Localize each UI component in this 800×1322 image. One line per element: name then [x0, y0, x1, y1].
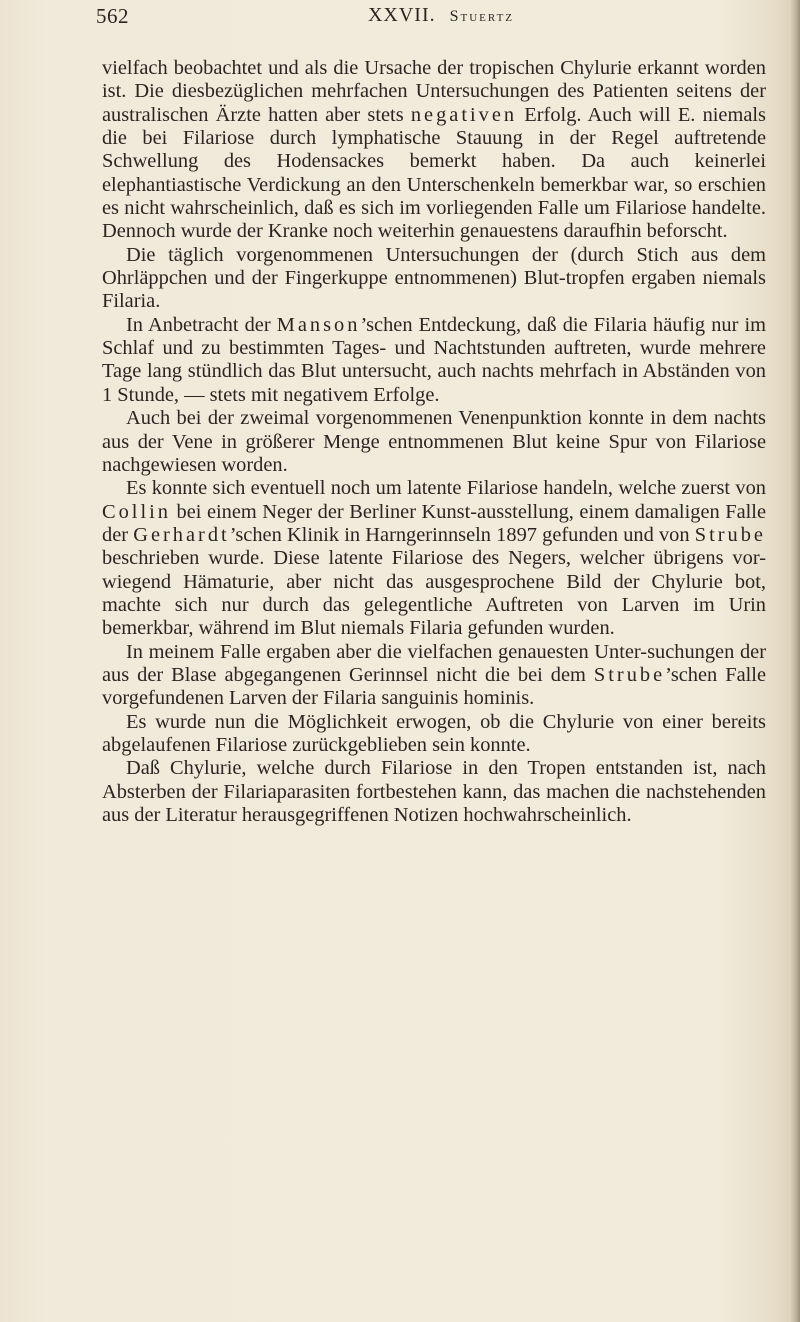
paragraph: [102, 641, 766, 711]
text-segment: ’schen Entdeckung, daß die Filaria häufig nur im Schlaf und zu bestimmten Tages- und Nachtstunden auftreten, wurde mehrere Tage lang stündlich das Blut untersucht, auch nachts mehrfach in Abständen von 1 Stunde, — stets mit negativem Erfolge.: [102, 313, 766, 406]
paragraph: [102, 244, 766, 314]
text-segment: vielfach beobachtet und als die Ursache der tropischen Chylurie erkannt worden ist. Die diesbezüglichen mehrfachen Untersuchungen des Patienten seitens der australischen Ärzte hatten aber stets: [102, 57, 766, 126]
spaced-emphasis: Gerhardt: [133, 523, 230, 546]
text-segment: Erfolg. Auch will E. niemals die bei Filariose durch lymphatische Stauung in der Regel auftretende Schwellung des Hodensackes bemerkt haben. Da auch keinerlei elephantiastische Verdickung an den Unterschenkeln bemerkbar war, so erschien es nicht wahrscheinlich, daß es sich im vorliegenden Falle um Filariose handelte. Dennoch wurde der Kranke noch weiterhin genauestens daraufhin beforscht.: [102, 103, 766, 243]
spaced-emphasis: Strube: [593, 663, 666, 686]
text-segment: ’schen Falle vorgefundenen Larven der Filaria sanguinis hominis.: [102, 663, 766, 710]
chapter-number: XXVII.: [367, 4, 436, 26]
text-segment: ’schen Klinik in Harngerinnseln 1897 gefunden und von: [229, 523, 695, 546]
paragraph: [102, 314, 766, 407]
paragraph: [102, 757, 766, 827]
spaced-emphasis: Strube: [694, 523, 766, 546]
text-segment: Es konnte sich eventuell noch um latente Filariose handeln, welche zuerst von: [126, 477, 766, 500]
text-segment: In Anbetracht der: [126, 313, 277, 336]
paragraph: [102, 711, 766, 758]
author-name: Stuertz: [449, 8, 515, 25]
spaced-emphasis: Collin: [102, 500, 171, 523]
body-text: [102, 57, 766, 827]
running-head: [96, 4, 786, 27]
paragraph: [102, 407, 766, 477]
spaced-emphasis: negativen: [410, 103, 518, 126]
page-edge-shadow: [790, 0, 800, 1322]
paragraph: [102, 57, 766, 244]
text-segment: Die täglich vorgenommenen Untersuchungen der (durch Stich aus dem Ohrläppchen und der Fingerkuppe entnommenen) Blut-tropfen ergaben niemals Filaria.: [102, 243, 766, 313]
text-segment: In meinem Falle ergaben aber die vielfachen genauesten Unter-suchungen der aus der Blase abgegangenen Gerinnsel nicht die bei dem: [102, 640, 766, 686]
text-segment: bei einem Neger der Berliner Kunst-ausstellung, einem damaligen Falle der: [102, 500, 766, 546]
text-segment: Auch bei der zweimal vorgenommenen Venenpunktion konnte in dem nachts aus der Vene in größerer Menge entnommenen Blut keine Spur von Filariose nachgewiesen worden.: [102, 407, 766, 476]
page-header: [96, 4, 786, 34]
text-segment: beschrieben wurde. Diese latente Filariose des Negers, welcher übrigens vor-wiegend Hämaturie, aber nicht das ausgesprochene Bild der Chylurie bot, machte sich nur durch das gelegentliche Auftreten von Larven im Urin bemerkbar, während im Blut niemals Filaria gefunden wurden.: [102, 547, 766, 640]
spaced-emphasis: Manson: [276, 313, 361, 336]
page-number: 562: [96, 4, 129, 28]
paragraph: [102, 477, 766, 640]
text-segment: Es wurde nun die Möglichkeit erwogen, ob die Chylurie von einer bereits abgelaufenen Filariose zurückgeblieben sein konnte.: [102, 710, 766, 756]
text-segment: Daß Chylurie, welche durch Filariose in den Tropen entstanden ist, nach Absterben der Filariaparasiten fortbestehen kann, das machen die nachstehenden aus der Literatur herausgegriffenen Notizen hochwahrscheinlich.: [102, 757, 766, 826]
